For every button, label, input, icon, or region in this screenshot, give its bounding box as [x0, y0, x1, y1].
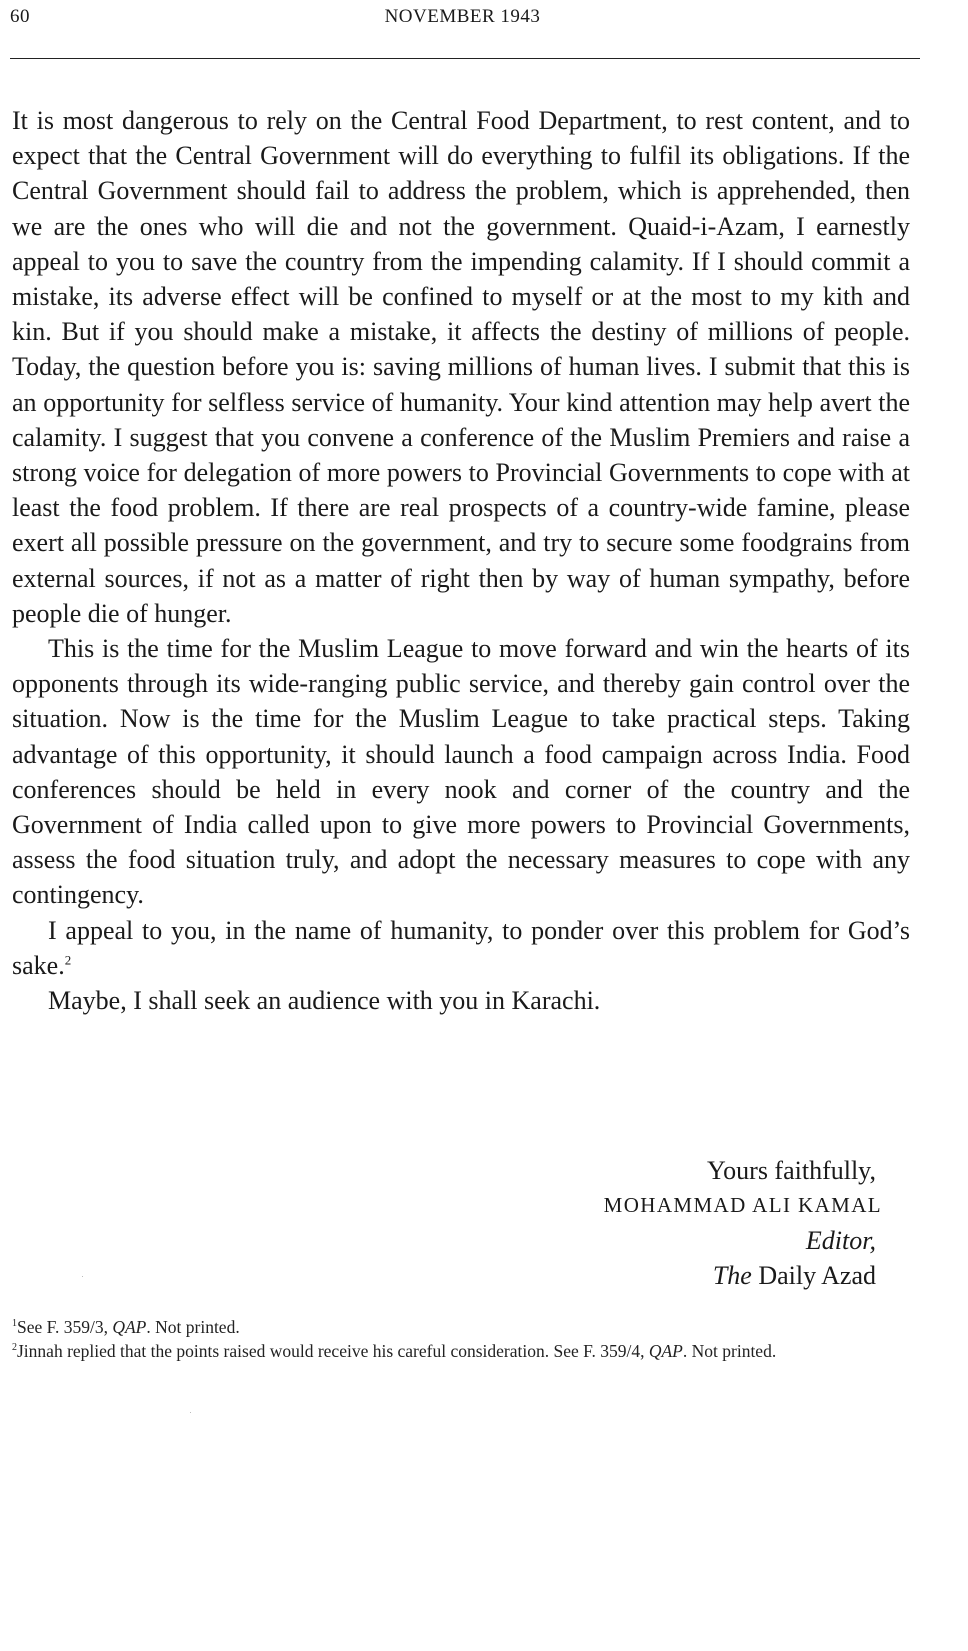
signer-name: MOHAMMAD ALI KAMAL: [603, 1193, 882, 1217]
footnote-source: QAP: [648, 1341, 683, 1361]
scan-speck: [190, 1412, 191, 1413]
publication-article: The: [712, 1261, 752, 1290]
signer-title: Editor,: [805, 1226, 876, 1255]
footnotes: [12, 1315, 927, 1363]
footnote-text-end: . Not printed.: [682, 1341, 777, 1361]
footnote-source: QAP: [112, 1317, 147, 1337]
footnote-1: [12, 1315, 927, 1339]
footnote-text: See F. 359/3,: [17, 1317, 113, 1337]
letter-body: [12, 103, 910, 1018]
paragraph-4: Maybe, I shall seek an audience with you in Karachi.: [48, 986, 601, 1016]
footnote-2: [12, 1339, 927, 1363]
footnote-text-end: . Not printed.: [146, 1317, 240, 1337]
footnote-mark: 2: [12, 1342, 17, 1354]
salutation: Yours faithfully,: [706, 1156, 876, 1185]
paragraph-2: This is the time for the Muslim League to move forward and win the hearts of its opponents through its wide-ranging public service, and thereby gain control over the situation. Now is the time for the Muslim League to take practical steps. Taking advantage of this opportunity, it should launch a food campaign across India. Food conferences should be held in every nook and corner of the country and the Government of India called upon to give more powers to Provincial Governments, assess the food situation truly, and adopt the necessary measures to cope with any contingency.: [12, 634, 910, 910]
scan-speck: [82, 1276, 83, 1277]
paragraph-3-text: I appeal to you, in the name of humanity, to ponder over this problem for God’s sake.: [12, 915, 910, 980]
header-rule: [10, 58, 920, 59]
footnote-text: Jinnah replied that the points raised would receive his careful consideration. See F. 359/4,: [17, 1341, 649, 1361]
letter-closing: [476, 1153, 882, 1293]
running-head: NOVEMBER 1943: [384, 6, 541, 27]
footnote-mark: 1: [12, 1318, 17, 1330]
paragraph-3: [12, 913, 910, 983]
paragraph-1: It is most dangerous to rely on the Central Food Department, to rest content, and to expect that the Central Government will do everything to fulfil its obligations. If the Central Government should fail to address the problem, which is apprehended, then we are the ones who will die and not the government. Quaid-i-Azam, I earnestly appeal to you to save the country from the impending calamity. If I should commit a mistake, its adverse effect will be confined to myself or at the most to my kith and kin. But if you should make a mistake, it affects the destiny of millions of people. Today, the question before you is: saving millions of human lives. I submit that this is an opportunity for selfless service of humanity. Your kind attention may help avert the calamity. I suggest that you convene a conference of the Muslim Premiers and raise a strong voice for delegation of more powers to Provincial Governments to cope with at least the food problem. If there are real prospects of a country-wide famine, please exert all possible pressure on the government, and try to secure some foodgrains from external sources, if not as a matter of right then by way of human sympathy, before people die of hunger.: [12, 106, 910, 628]
publication: [476, 1258, 876, 1293]
footnote-reference-2: 2: [64, 952, 72, 968]
page-number: 60: [10, 6, 30, 27]
publication-name: Daily Azad: [758, 1261, 876, 1290]
page-header: [10, 6, 915, 36]
